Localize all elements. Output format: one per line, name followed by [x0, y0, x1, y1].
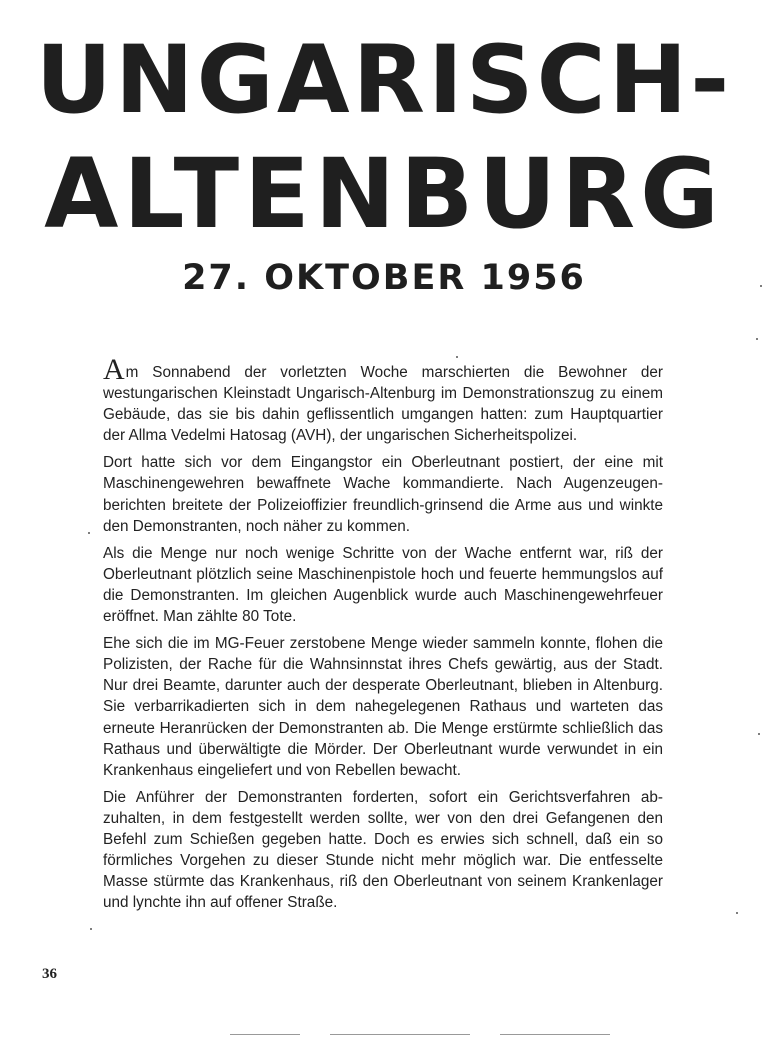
- drop-cap: A: [103, 353, 125, 386]
- scan-speck: [88, 532, 90, 534]
- bottom-rule-right: [500, 1034, 610, 1035]
- article-date: 27. OKTOBER 1956: [182, 258, 586, 298]
- paragraph-1: [103, 353, 663, 446]
- bottom-rule-left: [230, 1034, 300, 1035]
- article-body: [103, 353, 663, 919]
- bottom-rule-middle: [330, 1034, 470, 1035]
- scan-speck: [758, 733, 760, 735]
- scan-speck: [456, 356, 458, 358]
- scan-speck: [736, 912, 738, 914]
- paragraph-1-text: m Sonnabend der vorletzten Woche marschierten die Bewohner der westungarischen Kleinstadt Ungarisch-Altenburg im Demonstrationszug zu einem Gebäude, das sie bis dahin geflissentlich umgangen hatten: zum Hauptquartier der Allma Vedelmi Hatosag (AVH), der ungarischen Sicherheitspolizei.: [103, 364, 663, 445]
- headline-line-2: ALTENBURG: [44, 138, 724, 250]
- scan-speck: [90, 928, 92, 930]
- scan-speck: [756, 338, 758, 340]
- paragraph-2: Dort hatte sich vor dem Eingangstor ein Oberleutnant postiert, der eine mit Maschinengewehren bewaffnete Wache kommandierte. Nach Augenzeugenberichten breitete der Polizeioffizier freundlich-grinsend die Arme aus und winkte den Demonstranten, noch näher zu kommen.: [103, 454, 663, 535]
- page-number: 36: [42, 966, 57, 982]
- paragraph-4: Ehe sich die im MG-Feuer zerstobene Menge wieder sammeln konnte, flohen die Polizisten, der Rache für die Wahnsinnstat ihres Chefs gewärtig, aus der Stadt. Nur drei Beamte, darunter auch der desperate Oberleutnant, blieben in Altenburg. Sie verbarrikadierten sich in dem nahegelegenen Rathaus und warteten das erneute Heranrücken der Demonstranten ab. Die Menge erstürmte schließlich das Rathaus und überwältigte die Mörder. Der Oberleutnant wurde verwundet in ein Krankenhaus eingeliefert und von Rebellen bewacht.: [103, 635, 663, 779]
- scan-speck: [760, 285, 762, 287]
- paragraph-5: Die Anführer der Demonstranten forderten, sofort ein Gerichtsverfahren abzuhalten, in dem festgestellt werden sollte, wer von den drei Gefangenen den Befehl zum Schießen gegeben hatte. Doch es erwies sich schnell, daß ein so förmliches Vorgehen zu dieser Stunde nicht mehr möglich war. Die entfesselte Masse stürmte das Krankenhaus, riß den Oberleutnant von seinem Krankenlager und lynchte ihn auf offener Straße.: [103, 788, 663, 912]
- headline-line-1: UNGARISCH-: [35, 26, 733, 135]
- paragraph-3: Als die Menge nur noch wenige Schritte von der Wache entfernt war, riß der Oberleutnant plötzlich seine Maschinenpistole hoch und feuerte hemmungslos auf die Demonstranten. Im gleichen Augenblick wurde auch Maschinengewehrfeuer eröffnet. Man zählte 80 Tote.: [103, 544, 663, 626]
